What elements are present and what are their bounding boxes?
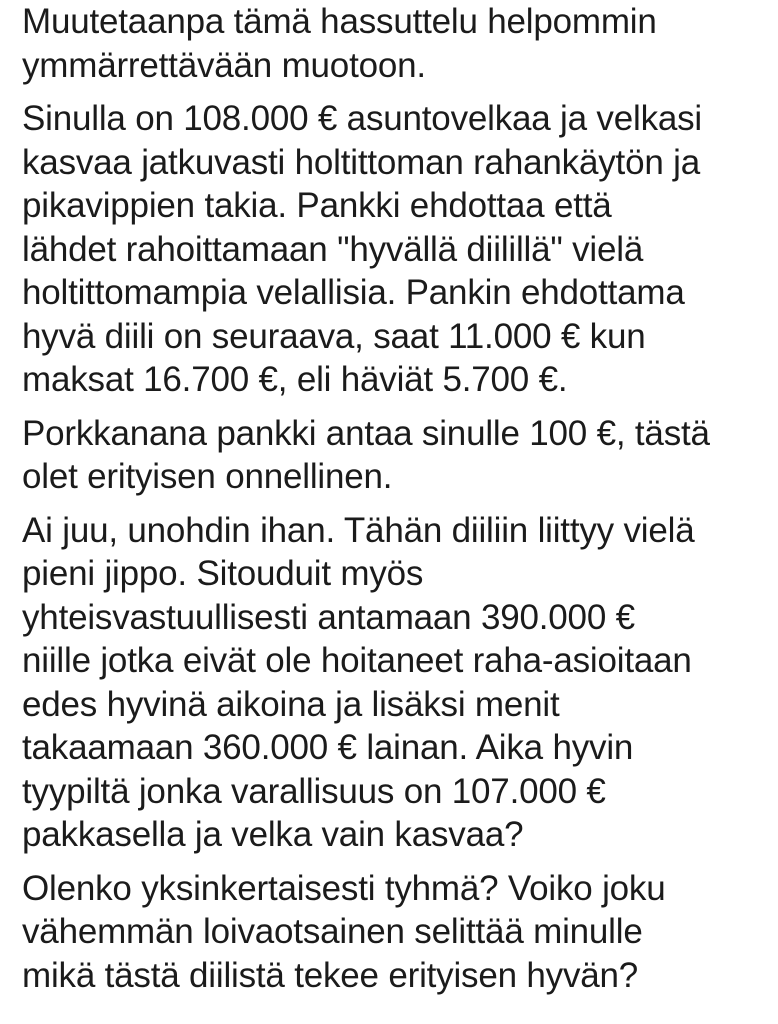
post-line: olet erityisen onnellinen. [22,457,393,496]
post-line: takaamaan 360.000 € lainan. Aika hyvin [22,728,634,767]
post-line: lähdet rahoittamaan "hyvällä diilillä" vielä [22,229,644,269]
post-line: pakkasella ja velka vain kasvaa? [22,815,524,854]
post-line: Olenko yksinkertaisesti tyhmä? Voiko joku [22,868,666,908]
post-line: maksat 16.700 €, eli häviät 5.700 €. [22,360,568,399]
post-line: tyypiltä jonka varallisuus on 107.000 € [22,771,606,811]
post-line: mikä tästä diilistä tekee erityisen hyvän? [22,955,639,995]
post-line: Muutetaanpa tämä hassuttelu helpommin [22,2,657,41]
post-line: edes hyvinä aikoina ja lisäksi menit [22,684,560,724]
post-line: vähemmän loivaotsainen selittää minulle [22,912,643,951]
post-paragraph-4 [22,509,770,857]
post-line: Porkkanana pankki antaa sinulle 100 €, tästä [22,413,710,453]
post-paragraph-3 [22,412,770,499]
post-paragraph-5 [22,867,770,998]
post-line: yhteisvastuullisesti antamaan 390.000 € [22,597,635,637]
post-line: kasvaa jatkuvasti holtittoman rahankäytön ja [22,142,700,182]
post-line: pieni jippo. Sitouduit myös [22,554,424,593]
post-line: niille jotka eivät ole hoitaneet raha-asioitaan [22,641,692,680]
post-line: holtittomampia velallisia. Pankin ehdottama [22,273,685,312]
post-line: hyvä diili on seuraava, saat 11.000 € kun [22,316,646,356]
post-paragraph-2 [22,97,770,402]
post-line: Ai juu, unohdin ihan. Tähän diiliin liittyy vielä [22,510,695,550]
post-line: ymmärrettävään muotoon. [22,45,426,85]
post-line: Sinulla on 108.000 € asuntovelkaa ja velkasi [22,99,703,138]
post-paragraph-1 [22,0,770,87]
post-line: pikavippien takia. Pankki ehdottaa että [22,186,612,225]
